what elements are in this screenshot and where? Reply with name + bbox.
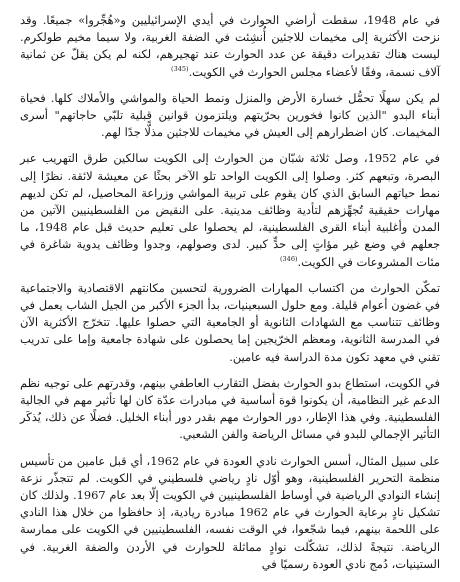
footnote-marker-345[interactable]: (345): [171, 64, 189, 73]
footnote-marker-346[interactable]: (346): [280, 254, 298, 263]
paragraph-3: [20, 150, 440, 270]
paragraph-3-text: في عام 1952، وصل ثلاثة شبّان من الحوارث إلى الكويت سالكين طرق التهريب عبر البصرة، وتبعهم كثر. وصلوا إلى الكويت الواحد تلو الآخر بحثًا عن معيشة لائقة. نظرًا إلى نمط حياتهم السابق الذي كان يقوم على تربية المواشي وزراعة المحاصيل، لم تكن لديهم مهارات حقيقية تُجهِّزهم لتأدية وظائف مدينية. على النقيض من الفلسطينيين الآتين من المدن وأغلبية أبناء القرى الفلسطينية، لم يحصلوا على تعليم حديث قبل عام 1948، ما جعلهم في وضع غير مؤاتٍ إلى حدٍّ كبير. لدى وصولهم، وجدوا وظائف يدوية شاغرة في مئات المشروعات في الكويت.: [20, 151, 440, 269]
paragraph-1: [20, 12, 440, 81]
paragraph-6: على سبيل المثال، أسس الحوارث نادي العودة في عام 1962، أي قبل عامين من تأسيس منظمة التحرير الفلسطينية، وهو أوّل نادٍ رياضي فلسطيني في الكويت. لم تتجذّر نزعة إنشاء النوادي الرياضية في أوساط الفلسطينيين في الكويت إلّا بعد عام 1967. ولذلك كان تشكيل نادٍ برعاية الحوارث في عام 1962 مبادرة ريادية، إذ حافظوا من خلال هذا النادي على اللحمة بينهم، فيما شجّعوا، في الوقت نفسه، الفلسطينيين في الكويت على ممارسة الرياضة. نتيجةً لذلك، تشكّلت نوادٍ مماثلة للحوارث في الأردن والضفة الغربية. في الستينيات، دُمج نادي العودة رسميًا في: [20, 453, 440, 571]
paragraph-2: لم يكن سهلًا تحمُّل خسارة الأرض والمنزل ونمط الحياة والمواشي والأملاك كلها. فحياة أبناء البدو "الذين كانوا فخورين بحرّيتهم ويلتزمون قوانين قبلية تلبّي حاجاتهم" أسرى المخيمات. كان اضطرارهم إلى العيش في مخيمات للاجئين مذلًّا جدًا لهم.: [20, 90, 440, 140]
paragraph-4: تمكّن الحوارث من اكتساب المهارات الضرورية لتحسين مكانتهم الاقتصادية والاجتماعية في غضون أعوام قليلة. ومع حلول السبعينيات، بدأ الجزء الأكبر من الجيل الشاب يعمل في وظائف تتناسب مع الشهادات الثانوية أو الجامعية التي حصلوا عليها. تتخرّج الأكثرية الآن في المدرسة الثانوية، ومعظم الخرّيجين إما يحصلون على شهادة جامعية وإما على تدريب تقني في معهد تكون مدة الدراسة فيه عامين.: [20, 280, 440, 364]
paragraph-5: في الكويت، استطاع بدو الحوارث بفضل التقارب العاطفي بينهم، وقدرتهم على توجيه نظم الدعم غير النظامية، أن يكونوا قوة أساسية في مبادرات عدّة كان لها تأثير مهم في الجالية الفلسطينية. وفي هذا الإطار، دور الحوارث مهم بقدر دور أبناء الخليل. فضلًا عن ذلك، يُذكَر التأثير الإجمالي للبدو في مسائل الرياضة والفن الشعبي.: [20, 375, 440, 442]
paragraph-1-text: في عام 1948، سقطت أراضي الحوارث في أيدي الإسرائيليين و«هُجِّروا» جميعًا. وقد نزحت الأكثرية إلى مخيمات للاجئين أُنشِئت في الضفة الغربية، ولا سيما مخيم طولكرم. ليست هناك تقديرات دقيقة عن عدد الحوارث عند تهجيرهم، لكنه لم يكن يقلّ عن ثمانية آلاف نسمة، وفقًا لأعضاء مجلس الحوارث في الكويت.: [20, 13, 440, 79]
document-page: [20, 12, 440, 582]
